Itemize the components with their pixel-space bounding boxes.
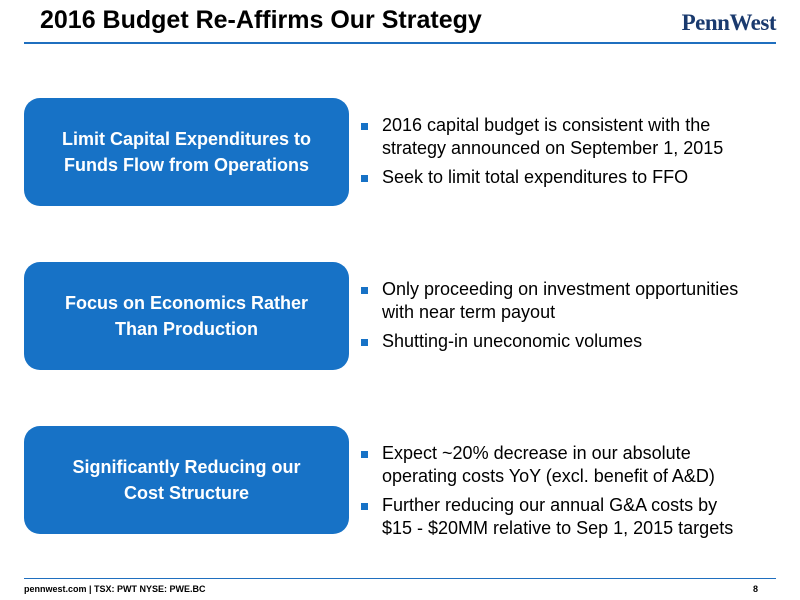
footer-divider	[24, 578, 776, 579]
bullet-item: 2016 capital budget is consistent with the strategy announced on September 1, 2015	[359, 114, 784, 160]
bullet-list-2	[359, 278, 784, 359]
bullet-list-3	[359, 442, 784, 546]
page-number: 8	[752, 584, 758, 594]
bullet-square-icon	[361, 339, 368, 346]
bullet-list-1	[359, 114, 784, 195]
bullet-square-icon	[361, 123, 368, 130]
strategy-label-1: Limit Capital Expenditures to Funds Flow from Operations	[24, 98, 349, 206]
bullet-item: Shutting-in uneconomic volumes	[359, 330, 784, 353]
bullet-item: Only proceeding on investment opportunities with near term payout	[359, 278, 784, 324]
bullet-square-icon	[361, 175, 368, 182]
bullet-item: Further reducing our annual G&A costs by $15 - $20MM relative to Sep 1, 2015 targets	[359, 494, 784, 540]
company-logo: PennWest	[681, 10, 776, 35]
title-divider	[24, 42, 776, 44]
bullet-square-icon	[361, 287, 368, 294]
bullet-square-icon	[361, 451, 368, 458]
slide-title: 2016 Budget Re-Affirms Our Strategy	[40, 6, 482, 34]
bullet-item: Seek to limit total expenditures to FFO	[359, 166, 784, 189]
footer-link[interactable]: pennwest.com | TSX: PWT NYSE: PWE.BC	[24, 584, 206, 594]
bullet-square-icon	[361, 503, 368, 510]
bullet-item: Expect ~20% decrease in our absolute operating costs YoY (excl. benefit of A&D)	[359, 442, 784, 488]
strategy-label-2: Focus on Economics Rather Than Production	[24, 262, 349, 370]
strategy-label-3: Significantly Reducing our Cost Structure	[24, 426, 349, 534]
